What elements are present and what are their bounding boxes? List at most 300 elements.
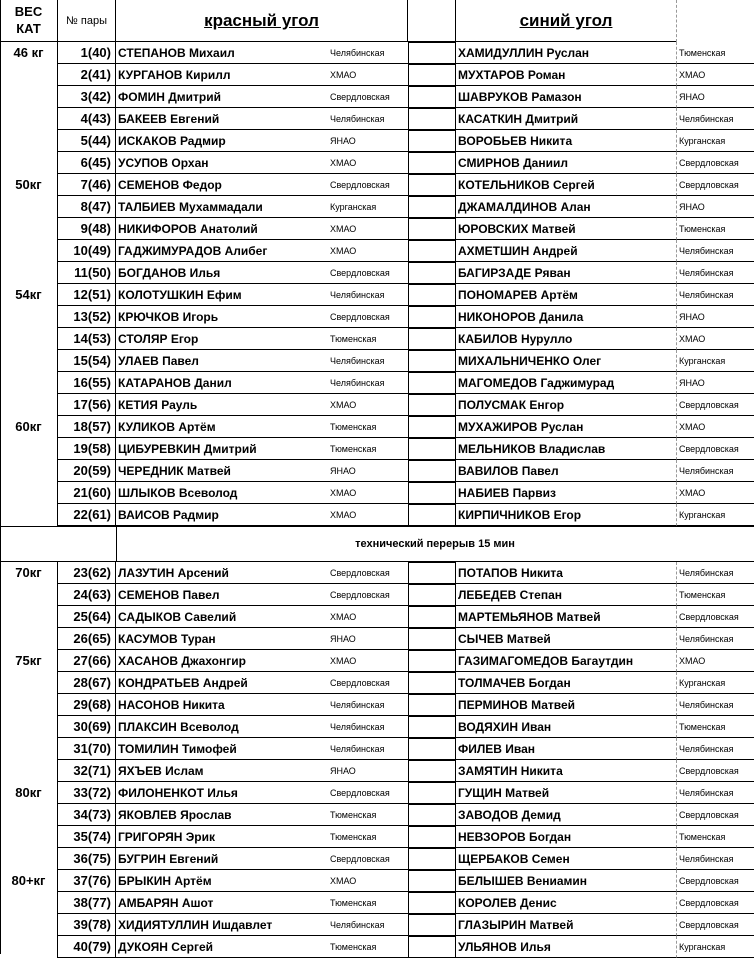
blue-athlete-name: ШАВРУКОВ Рамазон [456,86,676,108]
bout-row [0,350,754,372]
weight-header-line2: КАТ [16,21,41,36]
red-athlete-name: БУГРИН Евгений [116,848,328,870]
bout-row [0,328,754,350]
blue-athlete-name: МАГОМЕДОВ Гаджимурад [456,372,676,394]
blue-athlete-region: Тюменская [676,42,754,64]
score-cell [408,562,456,584]
weight-category-cell [0,130,58,152]
red-athlete-region: ХМАО [328,394,408,416]
bout-row [0,196,754,218]
red-athlete-region: Челябинская [328,372,408,394]
pair-number-cell: 4(43) [58,108,116,130]
blue-athlete-region: Челябинская [676,240,754,262]
score-cell [408,328,456,350]
blue-athlete-name: СЫЧЕВ Матвей [456,628,676,650]
weight-category-cell [0,438,58,460]
score-cell [408,130,456,152]
pair-number-cell: 9(48) [58,218,116,240]
weight-category-cell: 75кг [0,650,58,672]
blue-athlete-name: ТОЛМАЧЕВ Богдан [456,672,676,694]
bout-row [0,738,754,760]
blue-athlete-region: Челябинская [676,848,754,870]
blue-athlete-name: ГУЩИН Матвей [456,782,676,804]
red-athlete-name: ГАДЖИМУРАДОВ Алибег [116,240,328,262]
weight-category-cell [0,328,58,350]
red-athlete-name: НИКИФОРОВ Анатолий [116,218,328,240]
pair-number-cell: 29(68) [58,694,116,716]
red-athlete-name: КОНДРАТЬЕВ Андрей [116,672,328,694]
bout-row [0,108,754,130]
bout-row [0,504,754,526]
red-athlete-region: Тюменская [328,936,408,958]
score-cell [408,694,456,716]
red-athlete-region: ХМАО [328,482,408,504]
weight-category-cell [0,826,58,848]
blue-athlete-name: МУХАЖИРОВ Руслан [456,416,676,438]
red-athlete-region: Свердловская [328,262,408,284]
blue-athlete-region: Тюменская [676,218,754,240]
blue-athlete-region: ХМАО [676,482,754,504]
bout-row [0,716,754,738]
pair-number-cell: 25(64) [58,606,116,628]
bout-row [0,42,754,64]
pair-number-cell: 10(49) [58,240,116,262]
pair-number-cell: 23(62) [58,562,116,584]
weight-category-cell [0,914,58,936]
red-athlete-region: Челябинская [328,716,408,738]
weight-category-cell [0,240,58,262]
red-athlete-region: ЯНАО [328,628,408,650]
bout-row [0,174,754,196]
blue-athlete-name: МИХАЛЬНИЧЕНКО Олег [456,350,676,372]
blue-athlete-region: ХМАО [676,64,754,86]
bout-row [0,584,754,606]
red-athlete-name: ФОМИН Дмитрий [116,86,328,108]
bout-row [0,482,754,504]
blue-athlete-region: ЯНАО [676,372,754,394]
pair-number-cell: 34(73) [58,804,116,826]
pair-number-cell: 12(51) [58,284,116,306]
red-athlete-name: СЕМЕНОВ Павел [116,584,328,606]
weight-category-cell [0,64,58,86]
blue-athlete-region: Челябинская [676,782,754,804]
pair-number-cell: 21(60) [58,482,116,504]
blue-athlete-region: Курганская [676,504,754,526]
blue-corner-header [456,0,676,42]
weight-category-cell: 50кг [0,174,58,196]
red-athlete-name: КАТАРАНОВ Данил [116,372,328,394]
blue-athlete-region: Челябинская [676,108,754,130]
pair-number-cell: 26(65) [58,628,116,650]
weight-category-cell [0,694,58,716]
blue-athlete-name: ФИЛЕВ Иван [456,738,676,760]
bout-row [0,914,754,936]
red-athlete-region: ХМАО [328,218,408,240]
red-athlete-name: САДЫКОВ Савелий [116,606,328,628]
header-region-divider [676,0,677,42]
red-athlete-region: Тюменская [328,328,408,350]
bout-row [0,672,754,694]
weight-category-cell [0,606,58,628]
blue-athlete-region: Курганская [676,130,754,152]
red-athlete-region: ЯНАО [328,460,408,482]
red-athlete-name: КУЛИКОВ Артём [116,416,328,438]
score-cell [408,438,456,460]
red-athlete-name: КЕТИЯ Рауль [116,394,328,416]
blue-athlete-name: АХМЕТШИН Андрей [456,240,676,262]
bout-row [0,284,754,306]
red-athlete-region: Челябинская [328,284,408,306]
blue-athlete-region: Курганская [676,350,754,372]
red-athlete-region: Свердловская [328,848,408,870]
bout-row [0,64,754,86]
score-cell [408,350,456,372]
red-athlete-region: Свердловская [328,562,408,584]
blue-athlete-name: КОРОЛЕВ Денис [456,892,676,914]
weight-category-cell [0,716,58,738]
score-cell [408,914,456,936]
blue-athlete-name: ЗАВОДОВ Демид [456,804,676,826]
red-athlete-region: ХМАО [328,606,408,628]
blue-athlete-name: ВОРОБЬЕВ Никита [456,130,676,152]
pair-number-cell: 22(61) [58,504,116,526]
score-cell [408,870,456,892]
blue-athlete-name: НЕВЗОРОВ Богдан [456,826,676,848]
red-athlete-region: ХМАО [328,504,408,526]
score-cell [408,372,456,394]
pair-number-cell: 35(74) [58,826,116,848]
blue-athlete-name: ВОДЯХИН Иван [456,716,676,738]
blue-athlete-region: ЯНАО [676,306,754,328]
weight-category-cell [0,218,58,240]
weight-category-cell [0,936,58,958]
bout-row [0,416,754,438]
red-athlete-region: ХМАО [328,64,408,86]
weight-category-cell [0,86,58,108]
weight-category-cell [0,372,58,394]
red-athlete-name: КУРГАНОВ Кирилл [116,64,328,86]
blue-athlete-region: Челябинская [676,262,754,284]
bout-row [0,804,754,826]
red-athlete-name: КОЛОТУШКИН Ефим [116,284,328,306]
weight-category-cell [0,460,58,482]
score-cell [408,826,456,848]
blue-athlete-region: Челябинская [676,694,754,716]
bout-row [0,130,754,152]
weight-category-cell [0,672,58,694]
blue-athlete-name: УЛЬЯНОВ Илья [456,936,676,958]
pair-number-cell: 2(41) [58,64,116,86]
weight-category-cell [0,848,58,870]
score-cell [408,936,456,958]
score-cell [408,240,456,262]
weight-category-cell [0,504,58,526]
red-athlete-name: ШЛЫКОВ Всеволод [116,482,328,504]
blue-athlete-region: ЯНАО [676,86,754,108]
bout-row [0,782,754,804]
pair-number-cell: 5(44) [58,130,116,152]
blue-athlete-region: Тюменская [676,826,754,848]
blue-athlete-region: Курганская [676,672,754,694]
red-athlete-region: Свердловская [328,86,408,108]
red-athlete-name: СТЕПАНОВ Михаил [116,42,328,64]
score-cell [408,760,456,782]
pair-number-cell: 28(67) [58,672,116,694]
bout-row [0,262,754,284]
blue-athlete-name: ЛЕБЕДЕВ Степан [456,584,676,606]
pair-number-cell: 19(58) [58,438,116,460]
blue-athlete-region: Челябинская [676,460,754,482]
blue-athlete-region: Тюменская [676,584,754,606]
bout-row [0,650,754,672]
score-cell [408,782,456,804]
blue-athlete-name: ХАМИДУЛЛИН Руслан [456,42,676,64]
weight-category-cell: 54кг [0,284,58,306]
bout-row [0,760,754,782]
red-athlete-region: ХМАО [328,870,408,892]
red-athlete-name: БАКЕЕВ Евгений [116,108,328,130]
score-cell [408,804,456,826]
blue-athlete-region: Свердловская [676,914,754,936]
weight-category-cell [0,108,58,130]
pair-number-cell: 32(71) [58,760,116,782]
red-athlete-name: ТОМИЛИН Тимофей [116,738,328,760]
weight-category-cell: 80+кг [0,870,58,892]
pair-number-cell: 27(66) [58,650,116,672]
red-athlete-region: ХМАО [328,240,408,262]
pair-number-cell: 1(40) [58,42,116,64]
blue-athlete-region: Свердловская [676,152,754,174]
weight-category-cell [0,760,58,782]
red-athlete-name: ВАИСОВ Радмир [116,504,328,526]
blue-athlete-region: Свердловская [676,394,754,416]
bout-row [0,628,754,650]
weight-category-cell [0,262,58,284]
score-cell [408,482,456,504]
bout-row [0,240,754,262]
bout-row [0,218,754,240]
red-athlete-name: ХАСАНОВ Джахонгир [116,650,328,672]
score-cell [408,650,456,672]
score-cell [408,152,456,174]
red-athlete-region: Тюменская [328,438,408,460]
pair-number-cell: 30(69) [58,716,116,738]
pair-number-cell: 33(72) [58,782,116,804]
red-athlete-name: КАСУМОВ Туран [116,628,328,650]
score-cell [408,262,456,284]
red-athlete-region: Свердловская [328,584,408,606]
blue-athlete-name: КИРПИЧНИКОВ Егор [456,504,676,526]
blue-athlete-region: Свердловская [676,438,754,460]
weight-category-cell [0,738,58,760]
blue-athlete-region: Свердловская [676,870,754,892]
weight-category-cell [0,628,58,650]
red-athlete-region: Тюменская [328,826,408,848]
score-cell [408,672,456,694]
red-athlete-region: Тюменская [328,892,408,914]
bout-row [0,152,754,174]
red-athlete-name: ХИДИЯТУЛЛИН Ишдавлет [116,914,328,936]
score-cell [408,584,456,606]
red-athlete-name: ТАЛБИЕВ Мухаммадали [116,196,328,218]
blue-corner-title: синий угол [519,11,613,30]
pair-number-cell: 14(53) [58,328,116,350]
blue-athlete-region: Свердловская [676,804,754,826]
bout-row [0,892,754,914]
bout-row [0,694,754,716]
red-athlete-name: ЦИБУРЕВКИН Дмитрий [116,438,328,460]
score-cell [408,892,456,914]
red-athlete-region: ЯНАО [328,130,408,152]
bout-row [0,606,754,628]
score-cell [408,848,456,870]
pair-number-cell: 38(77) [58,892,116,914]
bout-row [0,848,754,870]
red-athlete-region: Тюменская [328,804,408,826]
blue-athlete-region: Челябинская [676,738,754,760]
pair-number-cell: 24(63) [58,584,116,606]
score-cell [408,108,456,130]
red-athlete-region: ХМАО [328,152,408,174]
score-cell [408,284,456,306]
blue-athlete-name: ПОЛУСМАК Енгор [456,394,676,416]
red-athlete-name: КРЮЧКОВ Игорь [116,306,328,328]
red-athlete-region: Свердловская [328,306,408,328]
red-athlete-name: НАСОНОВ Никита [116,694,328,716]
score-cell [408,42,456,64]
technical-break-label: технический перерыв 15 мин [355,538,515,550]
red-athlete-region: ХМАО [328,650,408,672]
blue-athlete-name: ПОНОМАРЕВ Артём [456,284,676,306]
score-cell [408,738,456,760]
red-athlete-region: Свердловская [328,782,408,804]
pair-number-cell: 20(59) [58,460,116,482]
blue-athlete-name: НАБИЕВ Парвиз [456,482,676,504]
bout-row [0,870,754,892]
score-cell [408,716,456,738]
blue-athlete-name: МАРТЕМЬЯНОВ Матвей [456,606,676,628]
blue-athlete-name: КОТЕЛЬНИКОВ Сергей [456,174,676,196]
red-athlete-name: БОГДАНОВ Илья [116,262,328,284]
red-athlete-name: ГРИГОРЯН Эрик [116,826,328,848]
red-athlete-name: АМБАРЯН Ашот [116,892,328,914]
red-athlete-name: УСУПОВ Орхан [116,152,328,174]
pair-number-cell: 37(76) [58,870,116,892]
blue-athlete-name: МЕЛЬНИКОВ Владислав [456,438,676,460]
red-athlete-name: ДУКОЯН Сергей [116,936,328,958]
blue-athlete-region: ХМАО [676,416,754,438]
red-athlete-region: Курганская [328,196,408,218]
blue-athlete-name: ДЖАМАЛДИНОВ Алан [456,196,676,218]
blue-athlete-region: Челябинская [676,628,754,650]
red-athlete-name: БРЫКИН Артём [116,870,328,892]
blue-athlete-region: Тюменская [676,716,754,738]
weight-category-cell: 70кг [0,562,58,584]
score-cell [408,218,456,240]
weight-category-cell: 80кг [0,782,58,804]
blue-athlete-name: БЕЛЫШЕВ Вениамин [456,870,676,892]
red-athlete-region: Челябинская [328,42,408,64]
blue-athlete-name: ЩЕРБАКОВ Семен [456,848,676,870]
weight-category-cell [0,584,58,606]
score-cell [408,196,456,218]
pair-number-cell: 39(78) [58,914,116,936]
weight-category-cell: 60кг [0,416,58,438]
pair-number-cell: 40(79) [58,936,116,958]
red-athlete-name: ИСКАКОВ Радмир [116,130,328,152]
red-athlete-name: СЕМЕНОВ Федор [116,174,328,196]
bout-row [0,826,754,848]
red-athlete-name: УЛАЕВ Павел [116,350,328,372]
weight-category-cell: 46 кг [0,42,58,64]
blue-athlete-region: Свердловская [676,174,754,196]
red-athlete-region: Свердловская [328,672,408,694]
blue-athlete-name: СМИРНОВ Даниил [456,152,676,174]
pair-number-cell: 15(54) [58,350,116,372]
pair-number-cell: 36(75) [58,848,116,870]
pair-number-cell: 3(42) [58,86,116,108]
blue-athlete-name: НИКОНОРОВ Данила [456,306,676,328]
blue-athlete-name: ПЕРМИНОВ Матвей [456,694,676,716]
weight-category-cell [0,804,58,826]
red-athlete-region: Челябинская [328,108,408,130]
blue-athlete-region: Свердловская [676,606,754,628]
blue-athlete-name: КАБИЛОВ Нурулло [456,328,676,350]
red-corner-header [116,0,408,42]
weight-category-cell [0,892,58,914]
weight-header-line1: ВЕС [14,4,43,19]
blue-athlete-region: Челябинская [676,562,754,584]
weight-category-cell [0,196,58,218]
weight-category-header [0,0,58,42]
blue-athlete-region: Свердловская [676,892,754,914]
weight-category-cell [0,152,58,174]
bout-row [0,562,754,584]
bout-row [0,372,754,394]
red-athlete-region: Свердловская [328,174,408,196]
blue-athlete-name: ПОТАПОВ Никита [456,562,676,584]
red-athlete-name: ФИЛОНЕНКОТ Илья [116,782,328,804]
bout-row [0,936,754,958]
pair-number-header: № пары [58,0,116,42]
blue-athlete-name: ГЛАЗЫРИН Матвей [456,914,676,936]
weight-category-cell [0,482,58,504]
score-cell [408,394,456,416]
red-athlete-name: ЯХЪЕВ Ислам [116,760,328,782]
blue-athlete-region: ХМАО [676,650,754,672]
score-cell [408,306,456,328]
pair-number-cell: 18(57) [58,416,116,438]
blue-athlete-name: ГАЗИМАГОМЕДОВ Багаутдин [456,650,676,672]
red-athlete-region: ЯНАО [328,760,408,782]
score-cell [408,174,456,196]
pair-number-cell: 7(46) [58,174,116,196]
score-cell [408,416,456,438]
blue-athlete-region: ЯНАО [676,196,754,218]
pair-number-cell: 17(56) [58,394,116,416]
weight-category-cell [0,394,58,416]
blue-athlete-name: МУХТАРОВ Роман [456,64,676,86]
pair-number-cell: 11(50) [58,262,116,284]
red-athlete-name: СТОЛЯР Егор [116,328,328,350]
bout-row [0,438,754,460]
score-cell [408,86,456,108]
pair-number-cell: 6(45) [58,152,116,174]
blue-athlete-name: ЮРОВСКИХ Матвей [456,218,676,240]
score-cell [408,606,456,628]
blue-athlete-name: КАСАТКИН Дмитрий [456,108,676,130]
score-cell [408,460,456,482]
